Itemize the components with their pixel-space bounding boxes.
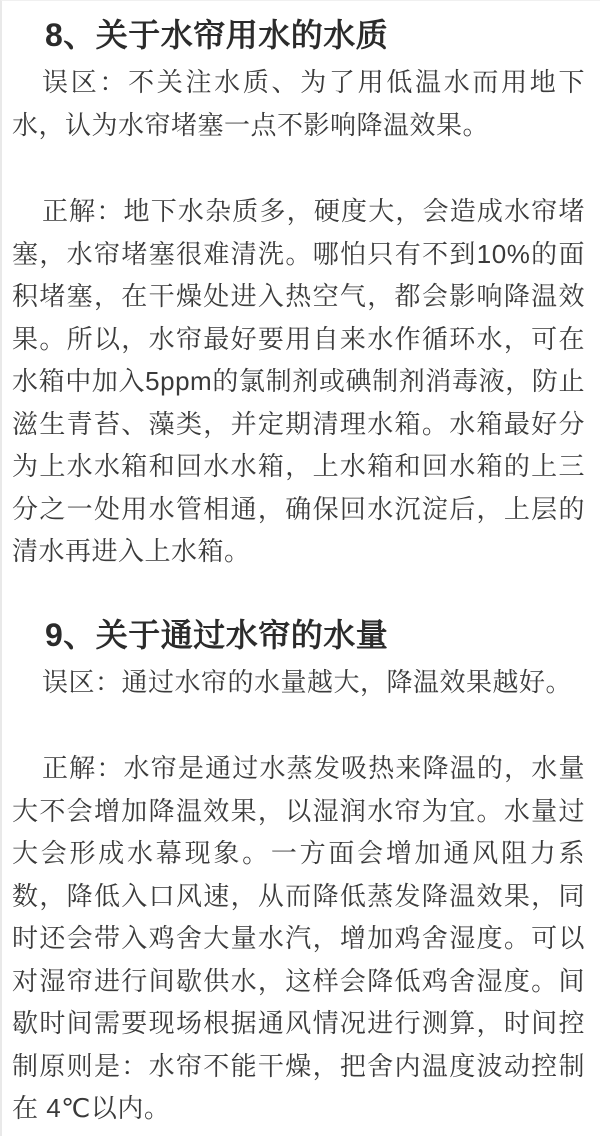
- section-9-water-volume: [12, 613, 585, 1130]
- section-9-misconception-paragraph: 误区：通过水帘的水量越大，降温效果越好。: [42, 666, 573, 697]
- section-8-heading: 8、关于水帘用水的水质: [45, 17, 389, 53]
- section-8-water-quality: [12, 13, 585, 573]
- section-8-misconception-paragraph: 误区：不关注水质、为了用低温水而用地下水，认为水帘堵塞一点不影响降温效果。: [12, 67, 585, 140]
- section-9-correct-answer-paragraph: 正解：水帘是通过水蒸发吸热来降温的，水量大不会增加降温效果，以湿润水帘为宜。水量过大会形成水幕现象。一方面会增加通风阻力系数，降低入口风速，从而降低蒸发降温效果，同时还会带入鸡舍大量水汽，增加鸡舍湿度。可以对湿帘进行间歇供水，这样会降低鸡舍湿度。间歇时间需要现场根据通风情况进行测算，时间控制原则是：水帘不能干燥，把舍内温度波动控制在 4℃以内。: [12, 753, 585, 1123]
- section-9-heading: 9、关于通过水帘的水量: [45, 616, 389, 653]
- section-8-correct-answer-paragraph: 正解：地下水杂质多，硬度大，会造成水帘堵塞，水帘堵塞很难清洗。哪怕只有不到10%的面积堵塞，在干燥处进入热空气，都会影响降温效果。所以，水帘最好要用自来水作循环水，可在水箱中加入5ppm的氯制剂或碘制剂消毒液，防止滋生青苔、藻类，并定期清理水箱。水箱最好分为上水水箱和回水水箱，上水箱和回水箱的上三分之一处用水管相通，确保回水沉淀后，上层的清水再进入上水箱。: [12, 196, 585, 566]
